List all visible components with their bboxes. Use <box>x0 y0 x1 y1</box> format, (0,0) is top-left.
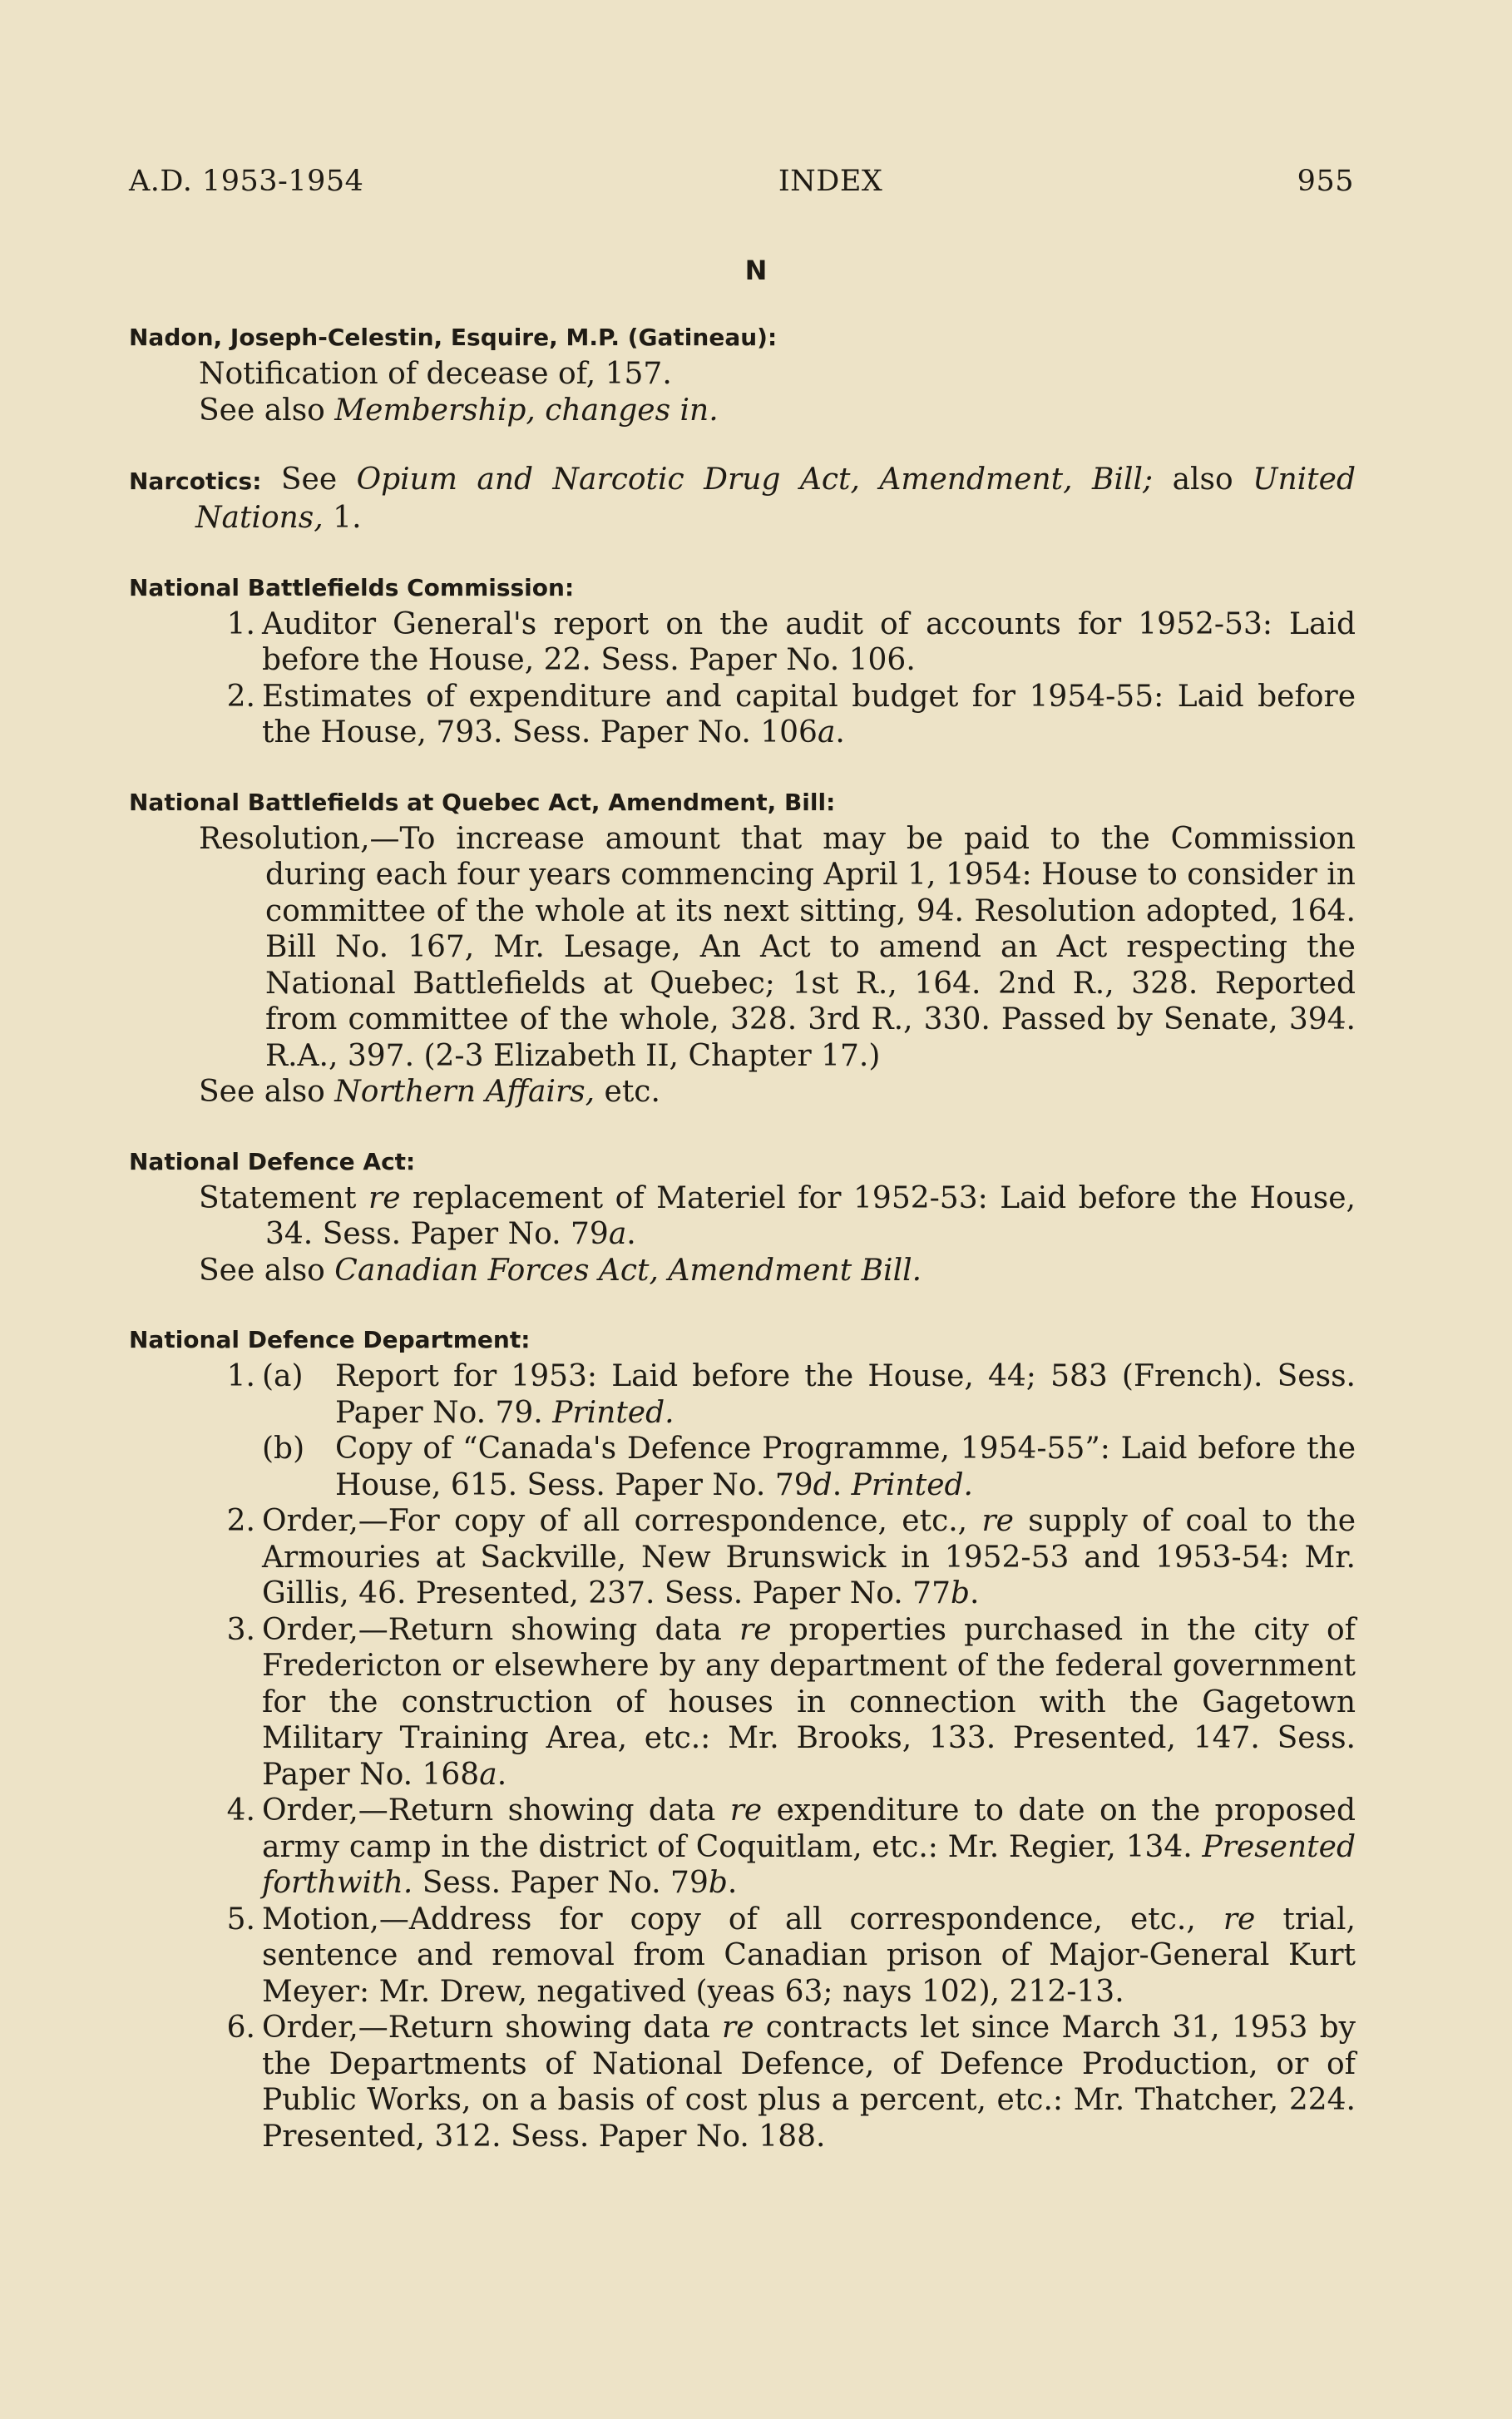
item-text-italic: d <box>813 1467 833 1502</box>
entry-text: . <box>626 1217 636 1251</box>
list-item <box>129 1902 1356 2011</box>
index-entry-nadon <box>129 319 1356 428</box>
item-text-part: . <box>497 1757 507 1792</box>
entry-text: replacement of Materiel for 1952-53: Laid before the House, 34. Sess. Paper No. 79 <box>265 1180 1356 1251</box>
entry-text: etc. <box>595 1075 660 1109</box>
sub-item <box>262 1358 1356 1431</box>
header-title: INDEX <box>778 165 883 198</box>
sub-item <box>262 1431 1356 1503</box>
item-text-part: trial, sentence and removal from Canadian prison of Major-General Kurt Meyer: Mr. Drew, negatived (yeas 63; nays 102), 212-13. <box>262 1902 1356 2009</box>
entry-see-also <box>129 1253 1356 1289</box>
section-letter: N <box>744 255 768 286</box>
list-item <box>129 1612 1356 1793</box>
cross-reference: United Nations, <box>195 463 1356 535</box>
entry-line <box>129 356 1356 393</box>
entry-line <box>129 462 1356 537</box>
item-text-italic: re <box>1223 1902 1256 1937</box>
item-text-part: Estimates of expenditure and capital budget for 1954-55: Laid before the House, 793. Sess. Paper No. 106 <box>262 679 1356 749</box>
item-text-italic: b <box>708 1866 728 1900</box>
index-content <box>129 319 1356 2188</box>
item-text-italic: a <box>479 1757 497 1792</box>
item-text <box>262 1902 1356 2011</box>
entry-text: Statement <box>199 1180 368 1215</box>
entry-heading: Nadon, Joseph-Celestin, Esquire, M.P. (Gatineau): <box>129 324 778 351</box>
item-number: 1. <box>226 1359 255 1393</box>
item-number: 4. <box>226 1793 255 1828</box>
item-text-part: Report for 1953: Laid before the House, 44; 583 (French). Sess. Paper No. 79. <box>335 1359 1356 1430</box>
item-number: 3. <box>226 1612 255 1647</box>
item-subitems <box>262 1358 1356 1503</box>
list-item <box>129 1503 1356 1612</box>
sub-item-text <box>335 1431 1356 1503</box>
item-text-italic: re <box>722 2011 754 2045</box>
item-text-italic: re <box>739 1612 772 1647</box>
cross-reference: Canadian Forces Act, Amendment Bill. <box>334 1253 922 1288</box>
item-text-part: contracts let since March 31, 1953 by the Departments of National Defence, of Defence Production, or of Public Works, on a basis of cost plus a percent, etc.: Mr. Thatcher, 224. Presented, 312. Sess. Paper No. 188. <box>262 2011 1356 2154</box>
header-year-range: A.D. 1953-1954 <box>129 165 364 198</box>
entry-heading: Narcotics: <box>129 467 262 495</box>
item-text <box>262 1503 1356 1612</box>
item-number: 2. <box>226 1504 255 1538</box>
index-entry-national-defence-act <box>129 1144 1356 1289</box>
cross-reference: Northern Affairs, <box>334 1075 595 1109</box>
page-number: 955 <box>1297 165 1354 198</box>
item-text <box>262 1793 1356 1902</box>
item-text-part: properties purchased in the city of Fredericton or elsewhere by any department of the federal government for the construction of houses in connection with the Gagetown Military Training Area, etc.: Mr. Brooks, 133. Presented, 147. Sess. Paper No. 168 <box>262 1612 1356 1792</box>
entry-heading: National Battlefields Commission: <box>129 573 575 601</box>
see-also-prefix: See also <box>199 1253 335 1288</box>
item-number: 2. <box>226 679 255 714</box>
item-text-part: Order,—Return showing data <box>262 1612 740 1647</box>
item-text-italic: re <box>729 1793 763 1828</box>
index-entry-battlefields-quebec-act <box>129 784 1356 1111</box>
item-text-part: . <box>727 1866 738 1900</box>
entry-heading: National Defence Department: <box>129 1326 531 1353</box>
item-text-part: Sess. Paper No. 79 <box>413 1866 709 1900</box>
entry-resolution: Resolution,—To increase amount that may be paid to the Commission during each four years commencing April 1, 1954: House to consider in committee of the whole at its next sitting, 94. Resolution adopted, 164. Bill No. 167, Mr. Lesage, An Act to amend an Act respecting the National Battlefields at Quebec; 1st R., 164. 2nd R., 328. Reported from committee of the whole, 328. 3rd R., 330. Passed by Senate, 394. R.A., 397. (2-3 Elizabeth II, Chapter 17.) <box>199 821 1356 1073</box>
see-also-prefix: See also <box>199 1075 335 1109</box>
list-item <box>129 679 1356 751</box>
item-text-part: expenditure to date on the proposed army camp in the district of Coquitlam, etc.: Mr. Regier, 134. <box>262 1793 1356 1864</box>
entry-statement <box>129 1180 1356 1253</box>
item-number: 1. <box>226 606 255 641</box>
see-also-prefix: See also <box>199 393 335 428</box>
item-text-part: . <box>832 1467 842 1502</box>
item-text-part: Order,—For copy of all correspondence, etc., <box>262 1504 982 1538</box>
list-item <box>129 606 1356 679</box>
item-text-italic: Presented forthwith. <box>262 1829 1356 1900</box>
item-text-part: . <box>835 715 845 749</box>
entry-heading: National Battlefields at Quebec Act, Amendment, Bill: <box>129 788 836 816</box>
item-text <box>262 2010 1356 2154</box>
item-text-part: Order,—Return showing data <box>262 1793 730 1828</box>
item-text <box>262 1612 1356 1793</box>
item-text-part: . <box>970 1576 980 1610</box>
entry-text: See <box>261 463 357 497</box>
item-number: 6. <box>226 2011 255 2045</box>
index-entry-national-defence-department <box>129 1322 1356 2154</box>
item-text-part: Copy of “Canada's Defence Programme, 1954-55”: Laid before the House, 615. Sess. Paper No. 79 <box>335 1432 1356 1502</box>
item-text-italic: Printed. <box>552 1395 674 1430</box>
sub-item-label: (b) <box>262 1432 305 1466</box>
sub-item-label: (a) <box>262 1359 304 1393</box>
item-text-italic: b <box>950 1576 971 1610</box>
item-text-italic: Printed. <box>851 1467 973 1502</box>
item-text-italic: re <box>981 1504 1014 1538</box>
cross-reference: Opium and Narcotic Drug Act, Amendment, Bill; <box>356 463 1154 497</box>
entry-text: 1. <box>323 501 362 535</box>
list-item <box>129 1358 1356 1503</box>
list-item <box>129 2010 1356 2154</box>
entry-see-also <box>129 393 1356 429</box>
list-item <box>129 1793 1356 1902</box>
entry-text: Notification of decease of, 157. <box>199 357 672 391</box>
item-number: 5. <box>226 1902 255 1937</box>
cross-reference: Membership, changes in. <box>334 393 719 428</box>
entry-see-also <box>129 1074 1356 1111</box>
sub-item-text <box>335 1358 1356 1431</box>
item-text-part: Order,—Return showing data <box>262 2011 723 2045</box>
item-text-part: supply of coal to the Armouries at Sackville, New Brunswick in 1952-53 and 1953-54: Mr. Gillis, 46. Presented, 237. Sess. Paper No. 77 <box>262 1504 1356 1610</box>
running-header <box>129 165 1354 198</box>
item-text <box>262 679 1356 751</box>
item-text-part: Motion,—Address for copy of all correspondence, etc., <box>262 1902 1223 1937</box>
item-text: Auditor General's report on the audit of accounts for 1952-53: Laid before the House, 22. Sess. Paper No. 106. <box>262 606 1356 677</box>
item-text-italic: a <box>817 715 836 749</box>
entry-text-italic: a <box>608 1217 627 1251</box>
entry-heading: National Defence Act: <box>129 1147 416 1175</box>
entry-text: also <box>1153 463 1253 497</box>
index-entry-narcotics <box>129 462 1356 537</box>
index-entry-battlefields-commission <box>129 570 1356 751</box>
entry-text-italic: re <box>368 1180 401 1215</box>
